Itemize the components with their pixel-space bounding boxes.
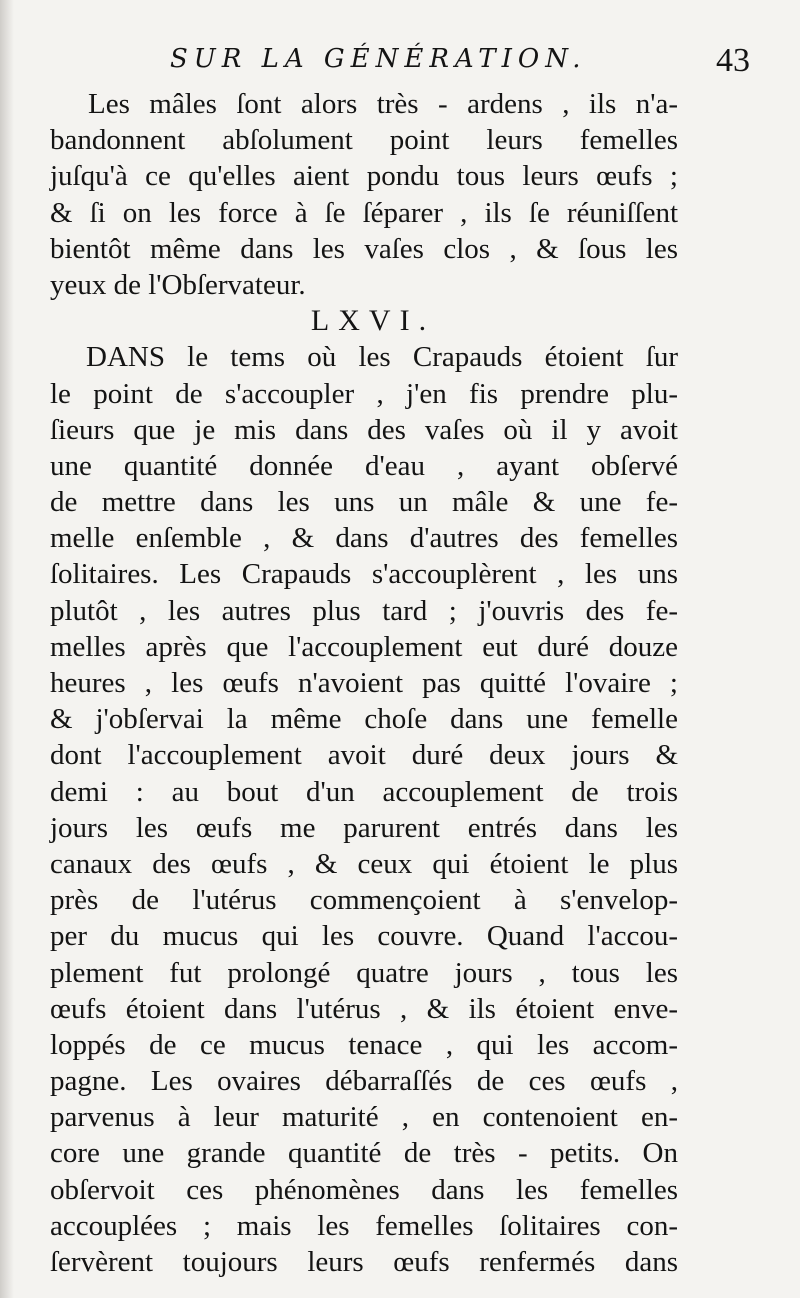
running-title: SUR LA GÉNÉRATION.: [170, 44, 587, 74]
text-line: per du mucus qui les couvre. Quand l'accou-: [50, 920, 678, 953]
text-line: DANS le tems où les Crapauds étoient ſur: [86, 341, 678, 374]
text-line: juſqu'à ce qu'elles aient pondu tous leurs œufs ;: [50, 160, 678, 193]
text-line: obſervoit ces phénomènes dans les femelles: [50, 1173, 678, 1206]
text-line: ſieurs que je mis dans des vaſes où il y avoit: [50, 413, 678, 446]
text-line: dont l'accouplement avoit duré deux jours &: [50, 739, 678, 772]
text-line: plutôt , les autres plus tard ; j'ouvris des fe-: [50, 594, 678, 627]
body-text: [50, 86, 678, 1280]
page-header: [60, 40, 760, 80]
text-line: demi : au bout d'un accouplement de trois: [50, 775, 678, 808]
text-line: & j'obſervai la même choſe dans une femelle: [50, 703, 678, 736]
text-line: core une grande quantité de très - petits. On: [50, 1137, 678, 1170]
text-line: loppés de ce mucus tenace , qui les accom-: [50, 1028, 678, 1061]
text-line: près de l'utérus commençoient à s'envelop-: [50, 884, 678, 917]
text-line: plement fut prolongé quatre jours , tous les: [50, 956, 678, 989]
page-number: 43: [716, 42, 750, 79]
text-line: heures , les œufs n'avoient pas quitté l'ovaire ;: [50, 667, 678, 699]
text-line: yeux de l'Obſervateur.: [50, 268, 306, 301]
text-line: accouplées ; mais les femelles ſolitaires con-: [50, 1209, 678, 1242]
text-line: pagne. Les ovaires débarraſſés de ces œufs ,: [50, 1065, 678, 1098]
text-line: de mettre dans les uns un mâle & une fe-: [50, 486, 678, 519]
text-line: melles après que l'accouplement eut duré douze: [50, 630, 678, 663]
text-line: parvenus à leur maturité , en contenoient en-: [50, 1101, 678, 1134]
text-line: Les mâles ſont alors très - ardens , ils n'a-: [88, 88, 678, 120]
text-line: ſolitaires. Les Crapauds s'accouplèrent , les uns: [50, 558, 678, 591]
text-line: ſervèrent toujours leurs œufs renfermés dans: [50, 1246, 678, 1278]
text-line: œufs étoient dans l'utérus , & ils étoient enve-: [50, 992, 678, 1025]
text-line: jours les œufs me parurent entrés dans les: [50, 811, 678, 844]
text-line: & ſi on les force à ſe ſéparer , ils ſe réuniſſent: [50, 196, 678, 229]
text-line: le point de s'accoupler , j'en fis prendre plu-: [50, 377, 678, 410]
section-heading: LXVI.: [310, 304, 436, 338]
text-line: bandonnent abſolument point leurs femelles: [50, 124, 678, 157]
paragraph-2: [50, 339, 678, 1280]
text-line: une quantité donnée d'eau , ayant obſervé: [50, 449, 678, 482]
paragraph-1: [50, 86, 678, 303]
text-line: canaux des œufs , & ceux qui étoient le plus: [50, 847, 678, 880]
text-line: melle enſemble , & dans d'autres des femelles: [50, 522, 678, 555]
text-line: bientôt même dans les vaſes clos , & ſous les: [50, 232, 678, 265]
